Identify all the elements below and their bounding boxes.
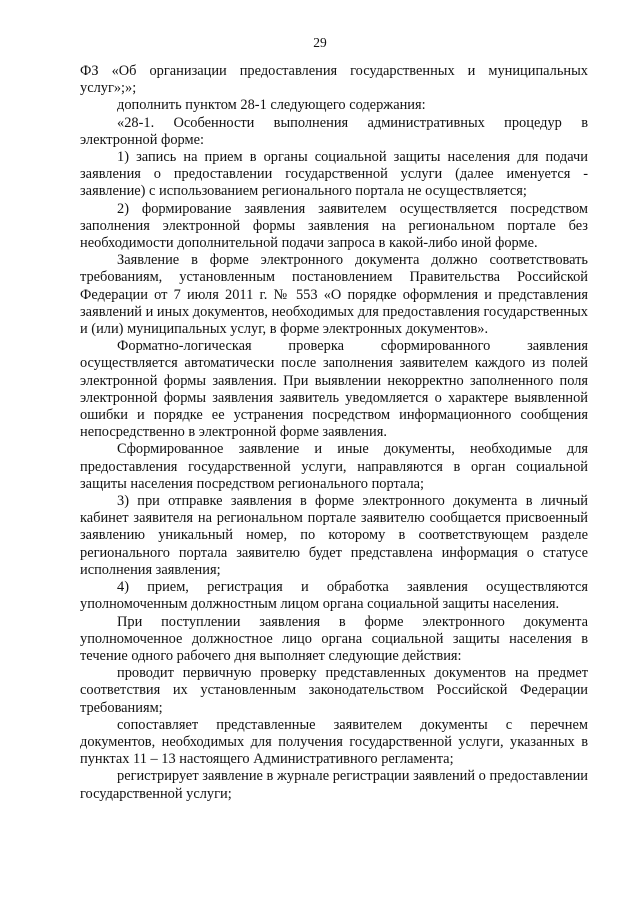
paragraph-item-4: 4) прием, регистрация и обработка заявления осуществляются уполномоченным должностным лицом органа социальной защиты населения. [80, 579, 588, 613]
paragraph-action-compare-documents: сопоставляет представленные заявителем документы с перечнем документов, необходимых для получения государственной услуги, указанных в пунктах 11 – 13 настоящего Административного регламента; [80, 716, 588, 768]
paragraph-section-28-1-heading: «28-1. Особенности выполнения административных процедур в электронной форме: [80, 114, 588, 148]
paragraph-electronic-document-requirements: Заявление в форме электронного документа должно соответствовать требованиям, установленным постановлением Правительства Российской Федерации от 7 июля 2011 г. № 553 «О порядке оформления и представления заявлений и иных документов, необходимых для предоставления государственных и (или) муниципальных услуг, в форме электронных документов». [80, 252, 588, 338]
paragraph-action-register: регистрирует заявление в журнале регистрации заявлений о предоставлении государственной услуги; [80, 768, 588, 802]
paragraph-law-reference: ФЗ «Об организации предоставления государственных и муниципальных услуг»;»; [80, 63, 588, 97]
document-body [80, 63, 588, 803]
paragraph-format-logical-check: Форматно-логическая проверка сформированного заявления осуществляется автоматически после заполнения заявителем каждого из полей электронной формы заявления. При выявлении некорректно заполненного поля электронной формы заявления заявитель уведомляется о характере выявленной ошибки и порядке ее устранения посредством информационного сообщения непосредственно в электронной форме заявления. [80, 338, 588, 441]
paragraph-submission: Сформированное заявление и иные документы, необходимые для предоставления государственной услуги, направляются в орган социальной защиты населения посредством регионального портала; [80, 441, 588, 492]
paragraph-action-primary-check: проводит первичную проверку представленных документов на предмет соответствия их установленным законодательством Российской Федерации требованиям; [80, 665, 588, 716]
page-number: 29 [313, 35, 327, 50]
paragraph-item-3: 3) при отправке заявления в форме электронного документа в личный кабинет заявителя на региональном портале заявителю сообщается присвоенный заявлению уникальный номер, по которому в соответствующем разделе регионального портала заявителю будет представлена информация о статусе исполнения заявления; [80, 493, 588, 578]
paragraph-amendment-intro: дополнить пунктом 28-1 следующего содержания: [117, 97, 426, 114]
paragraph-item-1: 1) запись на прием в органы социальной защиты населения для подачи заявления о предоставлении государственной услуги (далее именуется - заявление) с использованием регионального портала не осуществляется; [80, 149, 588, 200]
paragraph-item-2: 2) формирование заявления заявителем осуществляется посредством заполнения электронной формы заявления на региональном портале без необходимости дополнительной подачи запроса в какой-либо иной форме. [80, 200, 588, 252]
paragraph-receipt-actions: При поступлении заявления в форме электронного документа уполномоченное должностное лицо органа социальной защиты населения в течение одного рабочего дня выполняет следующие действия: [80, 613, 588, 664]
